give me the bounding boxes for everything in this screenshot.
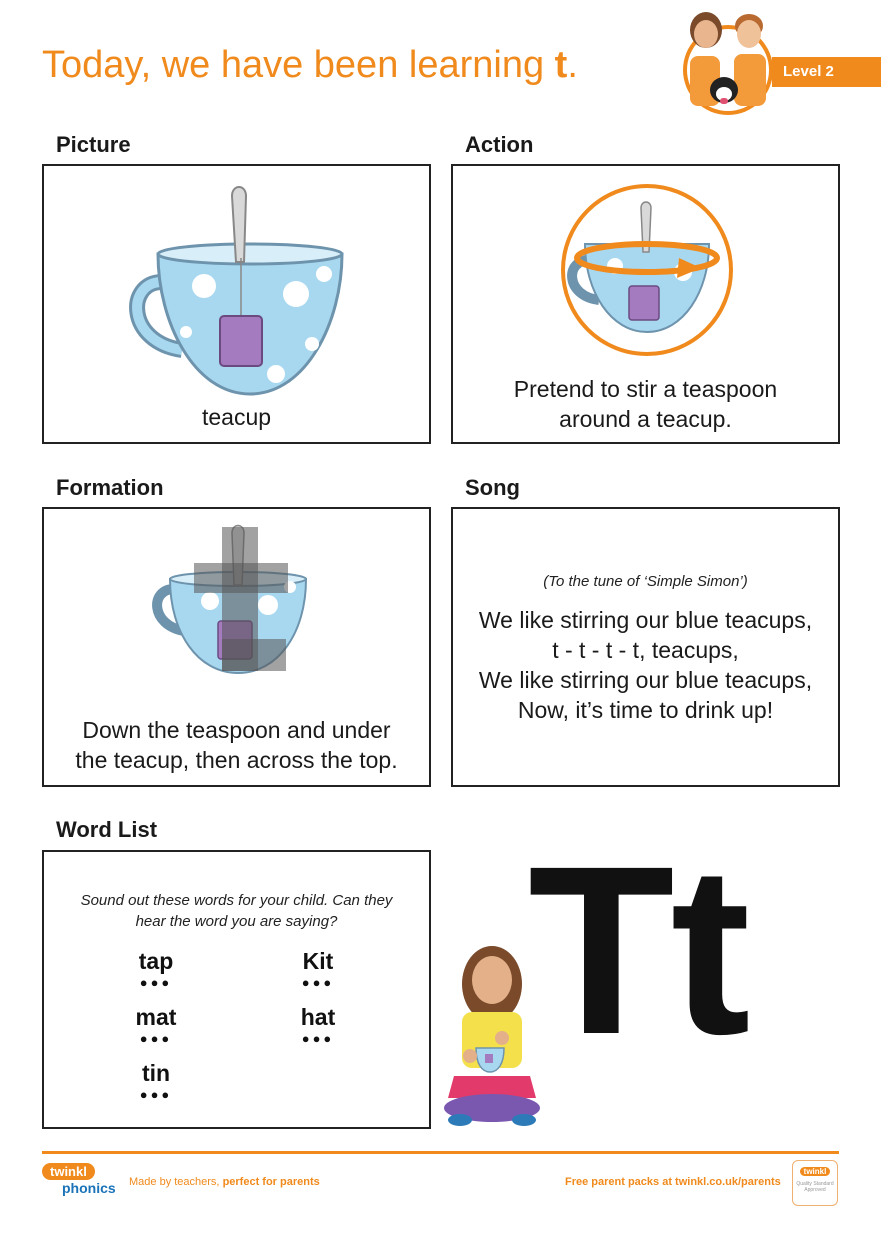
big-letters-tt: Tt xyxy=(528,816,747,1084)
word-text: mat xyxy=(135,1004,177,1030)
picture-label: Picture xyxy=(56,132,131,157)
word-item-tap xyxy=(116,948,196,990)
action-caption-line: Pretend to stir a teaspoon xyxy=(513,376,778,402)
word-list-label: Word List xyxy=(56,817,158,842)
song-lyrics xyxy=(453,605,838,725)
formation-teacup-illustration xyxy=(150,523,326,683)
word-list-instruction xyxy=(44,890,429,932)
level-badge: Level 2 xyxy=(772,57,881,87)
word-text: tap xyxy=(138,948,174,974)
sound-dots: ●●● xyxy=(301,975,335,990)
instruction-line: Sound out these words for your child. Can they xyxy=(80,892,393,909)
word-item-mat xyxy=(116,1004,196,1046)
logo-bottom-text: phonics xyxy=(62,1180,116,1196)
quality-standard-badge xyxy=(792,1160,838,1206)
song-line: We like stirring our blue teacups, xyxy=(478,667,813,693)
formation-caption-line: Down the teaspoon and under xyxy=(82,717,391,743)
stirring-teacup-illustration xyxy=(559,182,735,358)
free-packs-text: Free parent packs at twinkl.co.uk/parents xyxy=(565,1176,781,1188)
word-item-kit xyxy=(278,948,358,990)
song-box xyxy=(451,507,840,787)
sound-dots: ●●● xyxy=(139,1087,173,1102)
action-label: Action xyxy=(465,132,534,157)
song-line: We like stirring our blue teacups, xyxy=(478,607,813,633)
action-box xyxy=(451,164,840,444)
word-text: Kit xyxy=(302,948,334,974)
page-title: Today, we have been learning t. xyxy=(42,44,578,86)
teacup-illustration xyxy=(126,182,346,402)
song-tune-note: (To the tune of ‘Simple Simon’) xyxy=(543,573,748,590)
word-text: hat xyxy=(300,1004,336,1030)
song-line: t - t - t - t, teacups, xyxy=(552,637,739,663)
sound-dots: ●●● xyxy=(139,1031,173,1046)
sound-dots: ●●● xyxy=(301,1031,335,1046)
word-list-box xyxy=(42,850,431,1129)
song-label: Song xyxy=(465,475,520,500)
instruction-line: hear the word you are saying? xyxy=(135,913,338,930)
formation-caption xyxy=(44,715,429,775)
action-caption xyxy=(453,374,838,434)
sound-dots: ●●● xyxy=(139,975,173,990)
song-line: Now, it’s time to drink up! xyxy=(517,697,774,723)
footer-divider xyxy=(42,1151,839,1154)
badge-top-text: twinkl xyxy=(800,1167,831,1176)
formation-caption-line: the teacup, then across the top. xyxy=(75,747,398,773)
formation-box xyxy=(42,507,431,787)
word-text: tin xyxy=(141,1060,171,1086)
twinkl-phonics-logo xyxy=(42,1163,114,1207)
action-caption-line: around a teacup. xyxy=(559,406,732,432)
badge-bottom-text: Quality Standard Approved xyxy=(796,1181,834,1193)
picture-caption: teacup xyxy=(201,404,272,430)
word-item-hat xyxy=(278,1004,358,1046)
formation-label: Formation xyxy=(56,475,164,500)
logo-top-text: twinkl xyxy=(42,1163,95,1180)
word-item-tin xyxy=(116,1060,196,1102)
picture-box xyxy=(42,164,431,444)
made-by-text: Made by teachers, perfect for parents xyxy=(129,1176,320,1188)
kids-avatar-illustration xyxy=(676,6,780,118)
